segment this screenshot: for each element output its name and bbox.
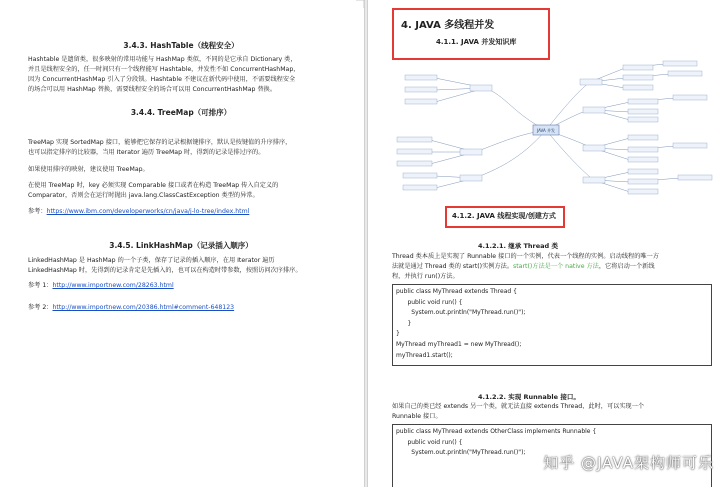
reference-1: 参考 1：http://www.importnew.com/28263.html	[28, 282, 174, 289]
right-page	[370, 0, 720, 487]
page-corner-icon	[356, 0, 364, 8]
section-4-1-2-2-body: 如果自己的类已经 extends 另一个类，就无法直接 extends Thread，此时，可以实现一个 Runnable 接口。	[392, 403, 645, 420]
mindmap-center-label: JAVA 并发	[536, 128, 556, 133]
ibm-treemap-link[interactable]: https://www.ibm.com/developerworks/cn/java/j-lo-tree/index.html	[46, 208, 250, 215]
section-3-4-4-body2: 如果使用排序的映射，建议使用 TreeMap。	[28, 166, 149, 173]
section-3-4-4-body3: 在使用 TreeMap 时，key 必须实现 Comparable 接口或者在构造 TreeMap 传入自定义的 Comparator，否则会在运行时抛出 java.lang.ClassCastException 类型的异常。	[28, 182, 279, 199]
section-3-4-4-reference: 参考：https://www.ibm.com/developerworks/cn/java/j-lo-tree/index.html	[28, 208, 250, 215]
section-3-4-4-title: 3.4.4. TreeMap（可排序）	[130, 108, 232, 117]
importnew-20386-link[interactable]: http://www.importnew.com/20386.html#comment-648123	[52, 304, 235, 311]
section-3-4-3-body: Hashtable 是遗留类，很多映射的常用功能与 HashMap 类似，不同的是它承自 Dictionary 类， 并且是线程安全的，任一时间只有一个线程能写 Hashtable，并发性不如 ConcurrentHashMap， 因为 ConcurrentHashMap 引入了分段锁。Hashtable 不建议在新代码中使用，不需要线程安全 的场合可以用 HashMap 替换，需要线程安全的场合可以用 ConcurrentHashMap 替换。	[28, 56, 300, 93]
native-method-highlight: start()方法是一个 native 方法	[513, 263, 599, 270]
reference-2: 参考 2：http://www.importnew.com/20386.html#comment-648123	[28, 304, 235, 311]
code-block-extends-thread: public class MyThread extends Thread { public void run() { System.out.println("MyThread.run()"); } } MyThread myThread1 = new MyThread(); myThread1.start();	[392, 284, 712, 366]
subsection-4-1-2-title: 4.1.2. JAVA 线程实现/创建方式	[452, 212, 556, 220]
section-3-4-5-body: LinkedHashMap 是 HashMap 的一个子类，保存了记录的插入顺序，在用 Iterator 遍历 LinkedHashMap 时，先得到的记录肯定是先插入的，也可以在构造时带参数，按照访问次序排序。	[28, 257, 302, 274]
section-3-4-3-title: 3.4.3. HashTable（线程安全）	[123, 41, 239, 50]
zhihu-watermark: 知乎 @JAVA架构师可乐	[543, 454, 714, 472]
chapter-title: 4. JAVA 多线程并发	[401, 20, 495, 31]
importnew-28263-link[interactable]: http://www.importnew.com/28263.html	[52, 282, 174, 289]
concurrency-mind-map	[375, 60, 717, 200]
code-block-implements-runnable: public class MyThread extends OtherClass implements Runnable { public void run() { System.out.println("MyThread.run()");	[392, 424, 712, 487]
section-4-1-2-1-body: Thread 类本质上是实现了 Runnable 接口的一个实例，代表一个线程的实例。启动线程的唯一方 法就是通过 Thread 类的 start()实例方法。start()方法是一个 native 方法，它将启动一个新线 程，并执行 run()方法。	[392, 253, 659, 280]
section-3-4-5-title: 3.4.5. LinkHashMap（记录插入顺序）	[109, 241, 253, 250]
section-4-1-2-1-title: 4.1.2.1. 继承 Thread 类	[478, 242, 558, 250]
subsection-4-1-1-title: 4.1.1. JAVA 并发知识库	[436, 38, 517, 46]
section-4-1-2-2-title: 4.1.2.2. 实现 Runnable 接口。	[478, 393, 580, 401]
page-divider	[364, 0, 368, 487]
section-3-4-4-body1: TreeMap 实现 SortedMap 接口，能够把它保存的记录根据键排序，默认是按键值的升序排序， 也可以指定排序的比较器，当用 Iterator 遍历 TreeMap 时，得到的记录是排过序的。	[28, 139, 292, 156]
